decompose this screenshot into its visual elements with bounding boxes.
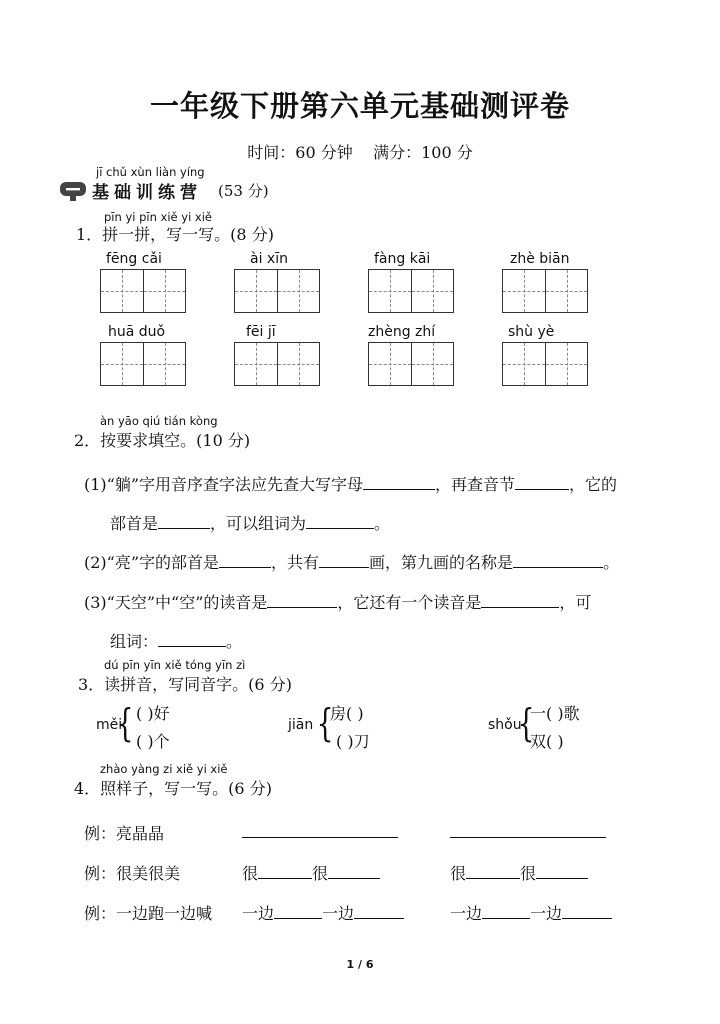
answer-blank[interactable] <box>466 864 520 879</box>
score-value: 100 分 <box>421 143 473 162</box>
q4-answer-3b: 一边 一边 <box>450 901 612 924</box>
q3-pinyin: dú pīn yīn xiě tóng yīn zì <box>104 658 246 672</box>
score-label: 满分 <box>373 143 406 162</box>
answer-blank[interactable] <box>258 864 312 879</box>
q2-pinyin: àn yāo qiú tián kòng <box>100 414 218 428</box>
q4-answer-3a: 一边 一边 <box>242 901 404 924</box>
page-title: 一年级下册第六单元基础测评卷 <box>149 89 570 123</box>
answer-blank[interactable] <box>536 864 588 879</box>
q3-group-pinyin: měi <box>96 717 123 733</box>
q3-title: 3．读拼音，写同音字。(6 分) <box>78 675 292 694</box>
answer-blank[interactable] <box>328 864 380 879</box>
q2-title: 2．按要求填空。(10 分) <box>74 431 251 450</box>
answer-blank[interactable] <box>450 837 606 838</box>
answer-blank[interactable] <box>354 904 404 919</box>
q1-writing-grid[interactable] <box>234 269 320 313</box>
q4-example-3: 例：一边跑一边喊 <box>84 904 213 923</box>
q3-group-top[interactable]: ( )好 <box>136 704 170 723</box>
q1-title: 1．拼一拼，写一写。(8 分) <box>76 225 274 244</box>
q2-line1: (1)“躺”字用音序查字法应先查大写字母 ，再查音节 ，它的 <box>84 475 618 494</box>
answer-blank[interactable] <box>267 593 337 608</box>
section1-score: (53 分) <box>218 182 269 200</box>
q1-item-pinyin: zhè biān <box>510 251 570 267</box>
q2-line3: (2)“亮”字的部首是 ，共有 画，第九画的名称是 。 <box>84 553 620 572</box>
q3-group-bottom[interactable]: ( )刀 <box>336 732 370 751</box>
q3-group-pinyin: shǒu <box>488 717 522 733</box>
q4-example-2: 例：很美很美 <box>84 864 181 883</box>
q1-writing-grid[interactable] <box>368 269 454 313</box>
q4-answer-2a: 很 很 <box>242 861 380 884</box>
answer-blank[interactable] <box>515 475 569 490</box>
q3-group-bottom[interactable]: ( )个 <box>136 732 170 751</box>
q1-item-pinyin: fēng cǎi <box>106 251 162 267</box>
q4-title: 4．照样子，写一写。(6 分) <box>74 779 272 798</box>
section1-title: 基础训练营 <box>92 183 202 203</box>
q1-pinyin: pīn yi pīn xiě yi xiě <box>104 210 212 224</box>
q2-line5: 组词： 。 <box>110 632 243 651</box>
q1-writing-grid[interactable] <box>368 342 454 386</box>
q1-writing-grid[interactable] <box>100 342 186 386</box>
time-label: 时间 <box>247 143 280 162</box>
q4-answer-2b: 很 很 <box>450 861 588 884</box>
brace-icon: { <box>316 701 334 745</box>
q1-item-pinyin: huā duǒ <box>108 324 166 340</box>
answer-blank[interactable] <box>319 553 369 568</box>
answer-blank[interactable] <box>482 904 530 919</box>
q3-group-top[interactable]: 房( ) <box>330 704 364 723</box>
q1-item-pinyin: fēi jī <box>246 324 276 340</box>
answer-blank[interactable] <box>562 904 612 919</box>
section-badge-icon <box>60 182 86 202</box>
q3-group-bottom[interactable]: 双( ) <box>530 732 564 751</box>
section1-pinyin: jī chǔ xùn liàn yíng <box>96 165 205 179</box>
q1-item-pinyin: fàng kāi <box>374 251 431 267</box>
brace-icon: { <box>116 701 134 745</box>
answer-blank[interactable] <box>274 904 322 919</box>
q1-writing-grid[interactable] <box>100 269 186 313</box>
q1-writing-grid[interactable] <box>234 342 320 386</box>
q1-item-pinyin: ài xīn <box>250 251 288 267</box>
answer-blank[interactable] <box>513 553 603 568</box>
q1-item-pinyin: shù yè <box>508 324 555 340</box>
exam-meta: 时间：60 分钟 满分：100 分 <box>247 143 473 162</box>
answer-blank[interactable] <box>363 475 435 490</box>
q1-item-pinyin: zhèng zhí <box>368 324 436 340</box>
answer-blank[interactable] <box>219 553 271 568</box>
answer-blank[interactable] <box>158 514 210 529</box>
answer-blank[interactable] <box>306 514 374 529</box>
q4-example-1: 例：亮晶晶 <box>84 824 165 843</box>
brace-icon: { <box>517 701 535 745</box>
page-number: 1 / 6 <box>346 958 374 971</box>
q1-writing-grid[interactable] <box>502 269 588 313</box>
q3-group-pinyin: jiān <box>288 717 314 733</box>
q4-pinyin: zhào yàng zi xiě yi xiě <box>100 762 228 776</box>
time-value: 60 分钟 <box>295 143 353 162</box>
answer-blank[interactable] <box>242 837 398 838</box>
q3-group-top[interactable]: 一( )歌 <box>530 704 580 723</box>
answer-blank[interactable] <box>481 593 559 608</box>
q2-line2: 部首是 ，可以组词为 。 <box>110 514 391 533</box>
q1-writing-grid[interactable] <box>502 342 588 386</box>
q2-line4: (3)“天空”中“空”的读音是 ，它还有一个读音是 ，可 <box>84 593 592 612</box>
answer-blank[interactable] <box>158 632 226 647</box>
